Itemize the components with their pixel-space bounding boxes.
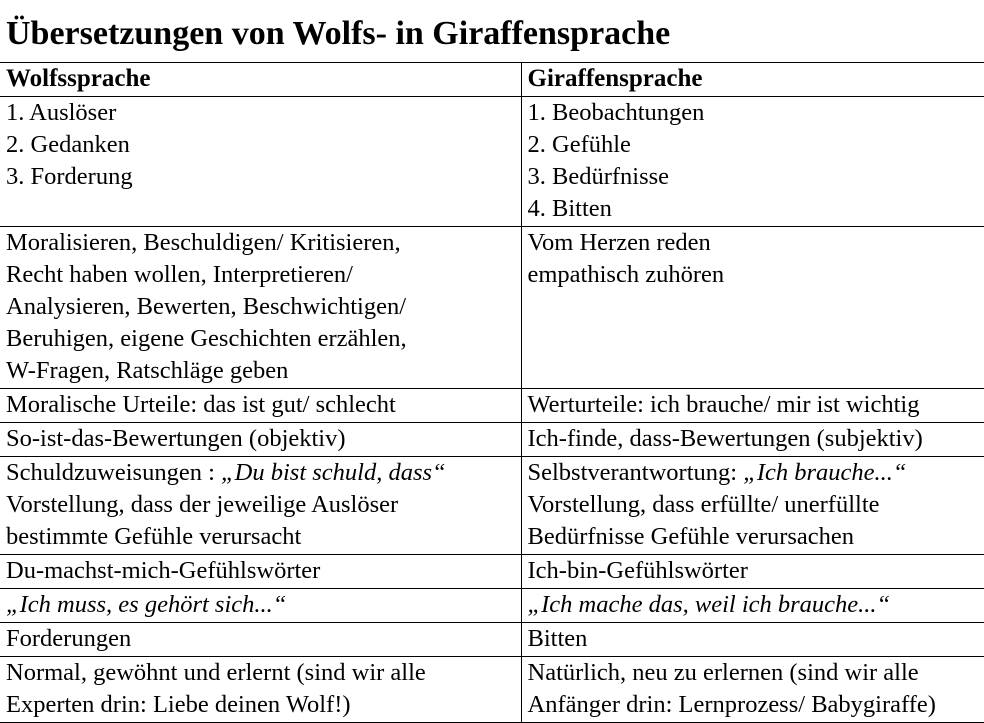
- giraffe-cell: [521, 657, 984, 723]
- quote-text: „Ich muss, es gehört sich...“: [6, 589, 521, 621]
- cell-line: 1. Auslöser: [6, 97, 521, 129]
- wolf-cell: [0, 457, 521, 555]
- cell-line: Ich-bin-Gefühlswörter: [528, 555, 984, 587]
- wolf-cell: [0, 657, 521, 723]
- table-row: [0, 555, 984, 589]
- cell-line: 4. Bitten: [528, 193, 984, 225]
- cell-line: Werturteile: ich brauche/ mir ist wichtig: [528, 389, 984, 421]
- cell-text: Schuldzuweisungen :: [6, 459, 221, 486]
- cell-line: 2. Gefühle: [528, 129, 984, 161]
- wolf-cell: [0, 623, 521, 657]
- cell-line: Analysieren, Bewerten, Beschwichtigen/: [6, 291, 521, 323]
- wolf-cell: [0, 423, 521, 457]
- cell-line: W-Fragen, Ratschläge geben: [6, 355, 521, 387]
- cell-line: Normal, gewöhnt und erlernt (sind wir alle: [6, 657, 521, 689]
- cell-line: Beruhigen, eigene Geschichten erzählen,: [6, 323, 521, 355]
- giraffe-cell: [521, 623, 984, 657]
- quote-text: „Du bist schuld, dass“: [221, 459, 446, 486]
- cell-line: Recht haben wollen, Interpretieren/: [6, 259, 521, 291]
- cell-text: Selbstverantwortung:: [528, 459, 744, 486]
- page-title: Übersetzungen von Wolfs- in Giraffensprache: [6, 12, 670, 56]
- quote-text: „Ich brauche...“: [743, 459, 906, 486]
- table-header-row: [0, 63, 984, 97]
- giraffe-cell: [521, 457, 984, 555]
- cell-line: 3. Forderung: [6, 161, 521, 193]
- giraffe-cell: [521, 555, 984, 589]
- quote-text: „Ich mache das, weil ich brauche...“: [528, 589, 984, 621]
- translation-table: [0, 62, 984, 723]
- cell-line: [528, 457, 984, 489]
- cell-line: So-ist-das-Bewertungen (objektiv): [6, 423, 521, 455]
- cell-line: Vorstellung, dass der jeweilige Auslöser: [6, 489, 521, 521]
- table-row: [0, 389, 984, 423]
- cell-line: Bitten: [528, 623, 984, 655]
- header-giraffensprache: Giraffensprache: [521, 63, 984, 97]
- cell-line: Natürlich, neu zu erlernen (sind wir alle: [528, 657, 984, 689]
- cell-line: 2. Gedanken: [6, 129, 521, 161]
- cell-line: Bedürfnisse Gefühle verursachen: [528, 521, 984, 553]
- cell-line: Moralisieren, Beschuldigen/ Kritisieren,: [6, 227, 521, 259]
- cell-line: 3. Bedürfnisse: [528, 161, 984, 193]
- cell-line: Vorstellung, dass erfüllte/ unerfüllte: [528, 489, 984, 521]
- cell-line: Anfänger drin: Lernprozess/ Babygiraffe): [528, 689, 984, 721]
- wolf-cell: [0, 227, 521, 389]
- cell-line: Moralische Urteile: das ist gut/ schlecht: [6, 389, 521, 421]
- wolf-cell: [0, 555, 521, 589]
- cell-line: Forderungen: [6, 623, 521, 655]
- wolf-cell: [0, 589, 521, 623]
- cell-line: [6, 457, 521, 489]
- table-row: [0, 457, 984, 555]
- table-row: [0, 97, 984, 227]
- table-row: [0, 589, 984, 623]
- table-row: [0, 423, 984, 457]
- giraffe-cell: [521, 423, 984, 457]
- cell-line: Du-machst-mich-Gefühlswörter: [6, 555, 521, 587]
- table-row: [0, 657, 984, 723]
- giraffe-cell: [521, 589, 984, 623]
- wolf-cell: [0, 389, 521, 423]
- cell-line: Vom Herzen reden: [528, 227, 984, 259]
- cell-line: Experten drin: Liebe deinen Wolf!): [6, 689, 521, 721]
- giraffe-cell: [521, 97, 984, 227]
- giraffe-cell: [521, 389, 984, 423]
- cell-line: empathisch zuhören: [528, 259, 984, 291]
- cell-line: bestimmte Gefühle verursacht: [6, 521, 521, 553]
- cell-line: Ich-finde, dass-Bewertungen (subjektiv): [528, 423, 984, 455]
- wolf-cell: [0, 97, 521, 227]
- giraffe-cell: [521, 227, 984, 389]
- cell-line: 1. Beobachtungen: [528, 97, 984, 129]
- header-wolfssprache: Wolfssprache: [0, 63, 521, 97]
- table-row: [0, 227, 984, 389]
- table-row: [0, 623, 984, 657]
